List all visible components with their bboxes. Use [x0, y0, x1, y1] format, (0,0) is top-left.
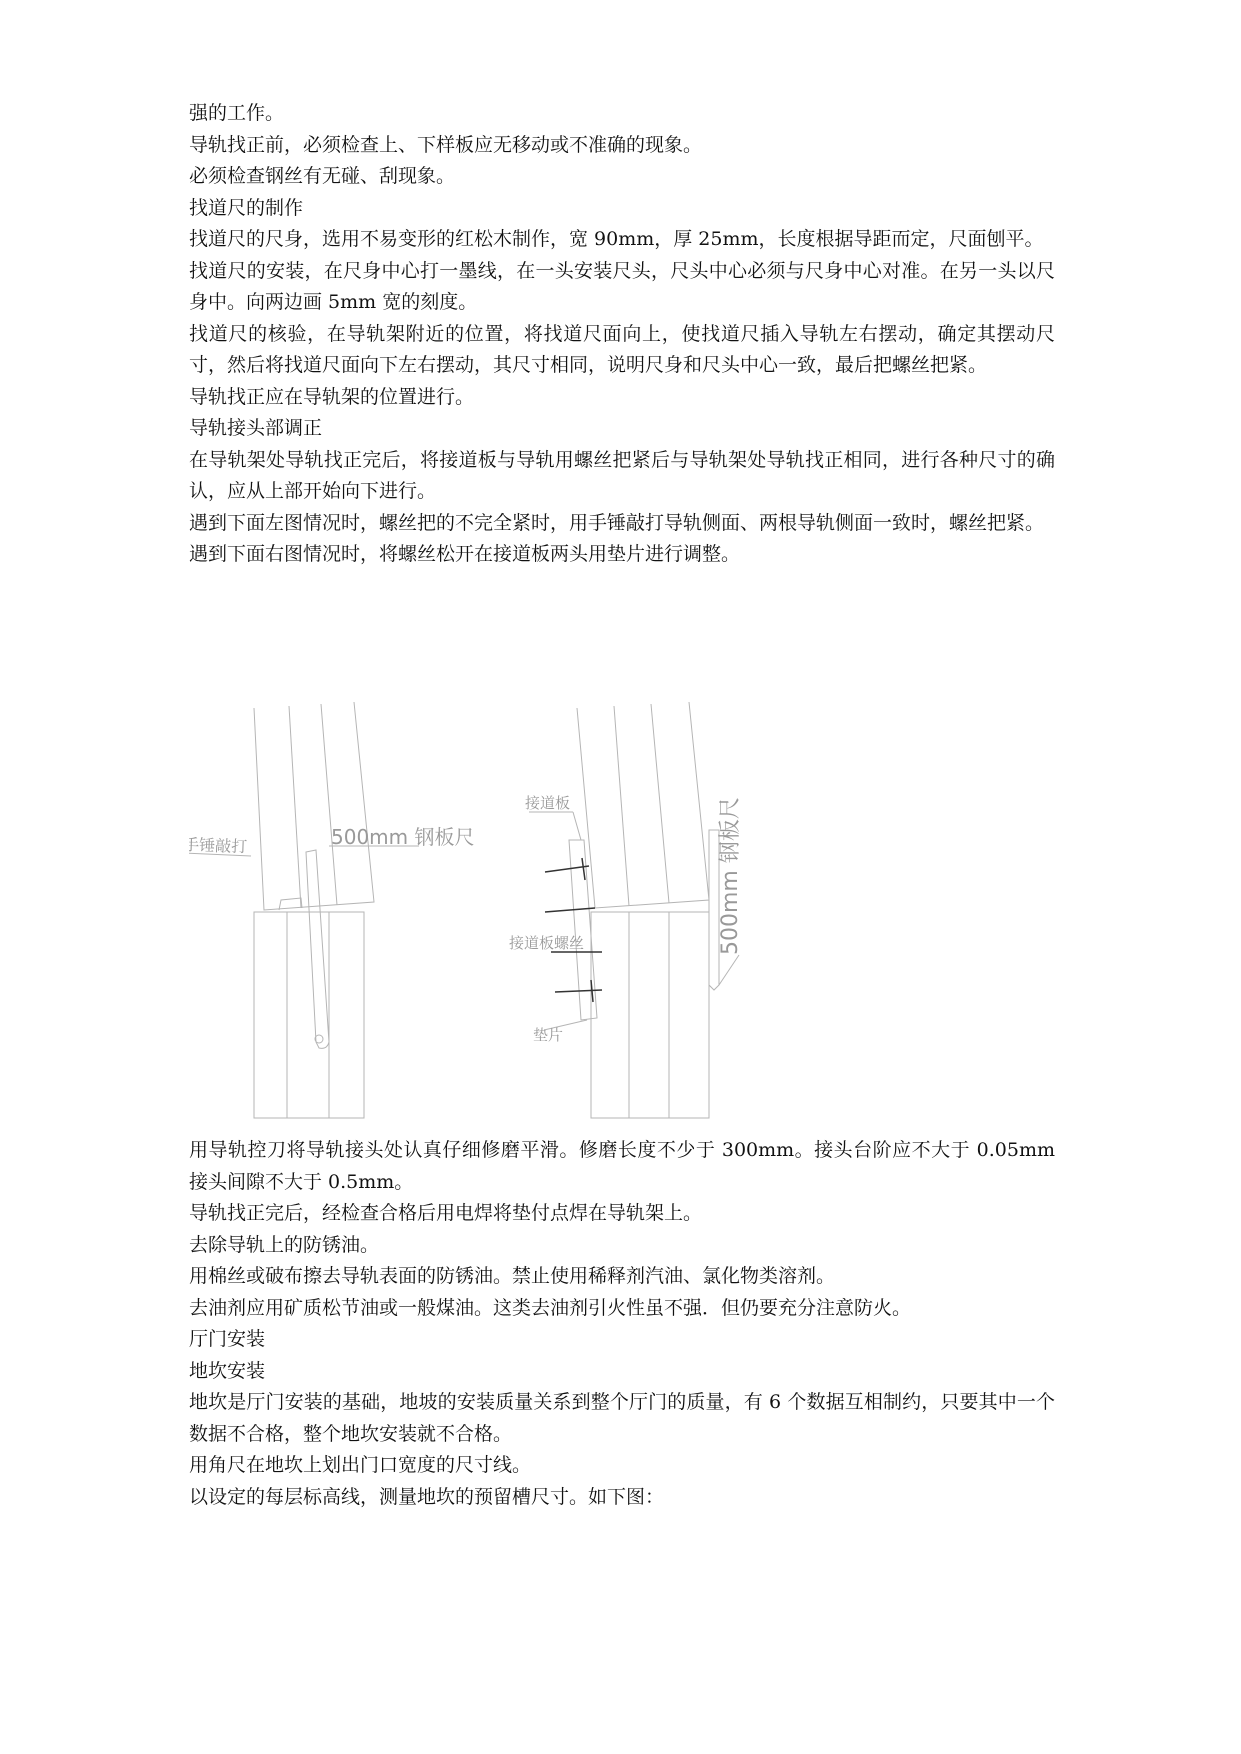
paragraph: 地坎是厅门安装的基础，地坡的安装质量关系到整个厅门的质量，有 6 个数据互相制约，只要其中一个数据不合格，整个地坎安装就不合格。	[189, 1391, 1055, 1445]
right-ruler-leader	[719, 955, 739, 985]
paragraph: 导轨找正应在导轨架的位置进行。	[189, 385, 475, 408]
paragraph: 找道尺的安装，在尺身中心打一墨线，在一头安装尺头，尺头中心必须与尺身中心对准。在另一头以尺身中。向两边画 5mm 宽的刻度。	[189, 259, 1055, 313]
paragraph: 找道尺的核验，在导轨架附近的位置，将找道尺面向上，使找道尺插入导轨左右摆动，确定其摆动尺寸，然后将找道尺面向下左右摆动，其尺寸相同，说明尺身和尺头中心一致，最后把螺丝把紧。	[189, 322, 1055, 376]
left-upper-rail	[254, 702, 374, 910]
screws	[545, 858, 602, 1002]
plate-label: 接道板	[525, 794, 571, 812]
paragraph: 用棉丝或破布擦去导轨表面的防锈油。禁止使用稀释剂汽油、氯化物类溶剂。	[189, 1265, 836, 1287]
screw-line	[545, 866, 589, 872]
section-heading: 厅门安装	[189, 1328, 266, 1350]
document-body-top	[189, 98, 1055, 571]
section-heading: 地坎安装	[189, 1359, 266, 1382]
paragraph: 导轨找正完后，经检查合格后用电焊将垫付点焊在导轨架上。	[189, 1202, 703, 1224]
shim-label: 垫片	[533, 1026, 564, 1044]
paragraph: 以设定的每层标高线，测量地坎的预留槽尺寸。如下图：	[189, 1485, 665, 1508]
hammer-label: 手锤敲打	[189, 835, 248, 857]
paragraph: 去除导轨上的防锈油。	[189, 1233, 380, 1256]
section-heading: 找道尺的制作	[189, 196, 304, 219]
section-heading: 导轨接头部调正	[189, 417, 323, 439]
paragraph: 导轨找正前，必须检查上、下样板应无移动或不准确的现象。	[189, 133, 703, 156]
paragraph: 遇到下面右图情况时，将螺丝松开在接道板两头用垫片进行调整。	[189, 543, 741, 565]
right-upper-rail	[577, 702, 709, 908]
paragraph: 用角尺在地坎上划出门口宽度的尺寸线。	[189, 1454, 532, 1476]
screw-line	[545, 908, 595, 912]
paragraph: 在导轨架处导轨找正完后，将接道板与导轨用螺丝把紧后与导轨架处导轨找正相同，进行各种尺寸的确认，应从上部开始向下进行。	[189, 448, 1055, 502]
paragraph: 强的工作。	[189, 102, 285, 124]
paragraph: 去油剂应用矿质松节油或一般煤油。这类去油剂引火性虽不强．但仍要充分注意防火。	[189, 1296, 912, 1319]
document-body-bottom	[189, 1135, 1055, 1513]
paragraph: 必须检查钢丝有无碰、刮现象。	[189, 165, 456, 187]
right-ruler-label: 500mm 钢板尺	[718, 797, 743, 955]
rail-joint-figure	[189, 690, 1055, 1130]
rail-joint-diagram	[189, 690, 1055, 1130]
left-lower-rail	[254, 912, 364, 1118]
plate-screw-label: 接道板螺丝	[509, 934, 585, 952]
left-ruler-label: 500mm 钢板尺	[331, 825, 475, 849]
paragraph: 遇到下面左图情况时，螺丝把的不完全紧时，用手锤敲打导轨侧面、两根导轨侧面一致时，螺丝把紧。	[189, 511, 1045, 534]
right-lower-rail	[591, 912, 709, 1118]
paragraph: 找道尺的尺身，选用不易变形的红松木制作，宽 90mm，厚 25mm，长度根据导距而定，尺面刨平。	[189, 228, 1044, 250]
screw-head	[582, 858, 585, 880]
left-steel-ruler	[306, 850, 329, 1048]
paragraph: 用导轨控刀将导轨接头处认真仔细修磨平滑。修磨长度不少于 300mm。接头台阶应不大于 0.05mm 接头间隙不大于 0.5mm。	[189, 1139, 1055, 1193]
